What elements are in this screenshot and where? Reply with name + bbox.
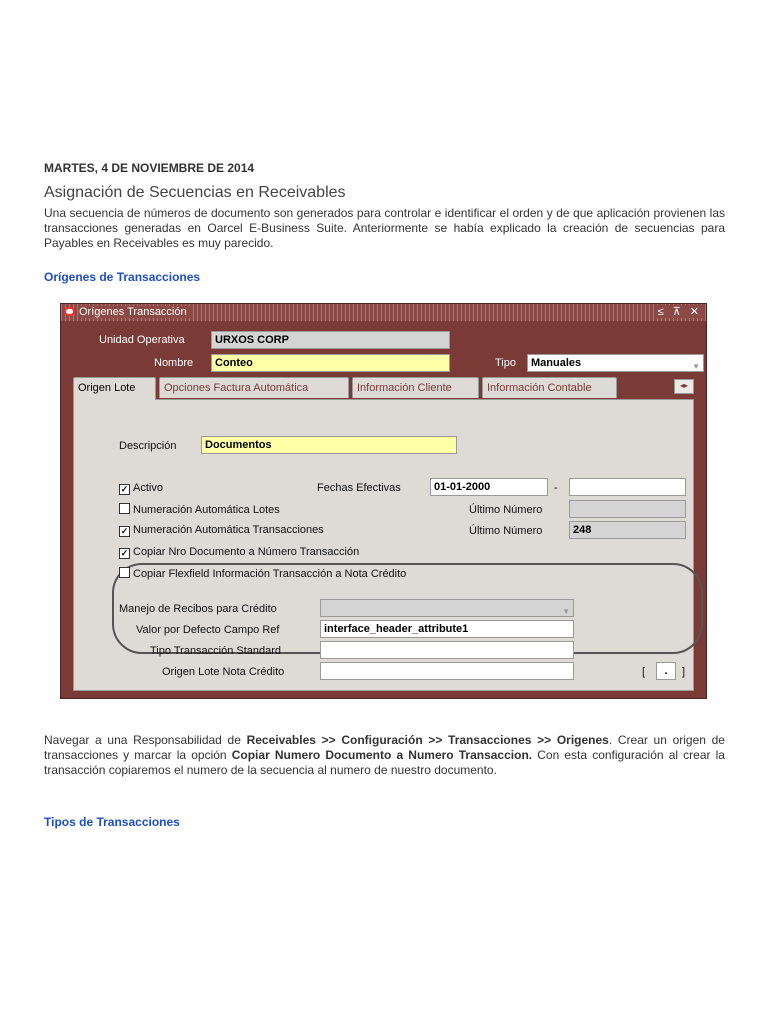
tipo-value: Manuales	[531, 357, 582, 369]
oracle-logo-icon	[64, 307, 75, 316]
fechas-efectivas-label: Fechas Efectivas	[317, 482, 401, 494]
activo-check-box[interactable]: ✓	[120, 484, 129, 494]
window-titlebar	[61, 304, 706, 321]
descripcion-label: Descripción	[119, 440, 177, 452]
num-auto-lotes-label: Numeración Automática Lotes	[133, 504, 280, 516]
para-bold-option: Copiar Numero Documento a Numero Transaccion.	[231, 748, 533, 762]
ultimo-numero-label-1: Último Número	[469, 504, 543, 516]
window-controls-icon[interactable]: ≤ ⊼ ✕	[655, 305, 702, 318]
activo-checkbox[interactable]	[119, 482, 163, 495]
ultimo-numero-label-2: Último Número	[469, 525, 543, 537]
copiar-flex-label: Copiar Flexfield Información Transacción a Nota Crédito	[133, 568, 407, 580]
fecha-separator: -	[554, 482, 558, 494]
tipo-select[interactable]	[527, 354, 704, 372]
valor-defecto-field[interactable]: interface_header_attribute1	[320, 620, 574, 638]
section-heading-origenes: Orígenes de Transacciones	[44, 270, 201, 284]
unidad-operativa-label: Unidad Operativa	[99, 334, 185, 346]
post-title: Asignación de Secuencias en Receivables	[44, 184, 346, 201]
tab-opciones-factura[interactable]: Opciones Factura Automática	[159, 377, 349, 398]
fecha-desde-field[interactable]: 01-01-2000	[430, 478, 548, 496]
descriptive-flexfield-box[interactable]: .	[656, 662, 676, 680]
fecha-hasta-field[interactable]	[569, 478, 686, 496]
tipo-label: Tipo	[495, 357, 516, 369]
section-heading-tipos: Tipos de Transacciones	[44, 815, 180, 829]
activo-label: Activo	[133, 482, 163, 494]
ultimo-numero-field-2[interactable]: 248	[569, 521, 686, 539]
nombre-field[interactable]: Conteo	[211, 354, 450, 372]
chevron-down-icon: ▼	[562, 607, 570, 616]
valor-defecto-label: Valor por Defecto Campo Ref	[136, 624, 280, 636]
num-auto-lotes-checkbox[interactable]	[119, 503, 280, 516]
copiar-nro-checkbox[interactable]	[119, 546, 359, 559]
para-text-1: Navegar a una Responsabilidad de	[44, 733, 247, 747]
tab-informacion-cliente[interactable]: Información Cliente	[352, 377, 479, 398]
origen-lote-nc-field[interactable]	[320, 662, 574, 680]
copiar-nro-check-box[interactable]: ✓	[120, 548, 129, 558]
copiar-flex-check-box[interactable]	[119, 567, 130, 578]
copiar-flex-checkbox[interactable]	[119, 567, 406, 580]
tab-panel-origen-lote	[73, 399, 694, 691]
tipo-trx-standard-field[interactable]	[320, 641, 574, 659]
tab-scroll-arrows-icon[interactable]: ◂▸	[674, 379, 694, 394]
origen-lote-nc-label: Origen Lote Nota Crédito	[162, 666, 285, 678]
para-text-2: . Crear un origen de transacciones y marcar la opción	[44, 733, 725, 762]
unidad-operativa-field[interactable]: URXOS CORP	[211, 331, 450, 349]
num-auto-trx-label: Numeración Automática Transacciones	[133, 524, 324, 536]
tab-informacion-contable[interactable]: Información Contable	[482, 377, 617, 398]
bracket-open: [	[642, 666, 646, 678]
oracle-form-window	[60, 303, 707, 699]
para-text-3: Con esta configuración al crear la transacción copiaremos el numero de la secuencia al numero de nuestro documento.	[44, 748, 725, 777]
num-auto-trx-checkbox[interactable]	[119, 524, 324, 537]
tab-origen-lote[interactable]: Origen Lote	[73, 377, 156, 400]
window-title: Orígenes Transacción	[79, 306, 191, 318]
chevron-down-icon: ▼	[692, 362, 700, 371]
bracket-close: ]	[682, 666, 686, 678]
manejo-recibos-select[interactable]	[320, 599, 574, 617]
copiar-nro-label: Copiar Nro Documento a Número Transacción	[133, 546, 360, 558]
navigation-paragraph	[44, 733, 725, 778]
num-auto-trx-check-box[interactable]: ✓	[120, 526, 129, 536]
manejo-recibos-label: Manejo de Recibos para Crédito	[119, 603, 277, 615]
tipo-trx-standard-label: Tipo Transacción Standard	[150, 645, 282, 657]
descripcion-field[interactable]: Documentos	[201, 436, 457, 454]
ultimo-numero-field-1[interactable]	[569, 500, 686, 518]
num-auto-lotes-check-box[interactable]	[119, 503, 130, 514]
intro-paragraph: Una secuencia de números de documento son generados para controlar e identificar el orden y de que aplicación provienen las transacciones generadas en Oarcel E-Business Suite. Anteriormente se había explicado la creación de secuencias para Payables en Receivables es muy parecido.	[44, 206, 725, 250]
nombre-label: Nombre	[154, 357, 194, 369]
post-date: MARTES, 4 DE NOVIEMBRE DE 2014	[44, 161, 255, 175]
para-bold-path: Receivables >> Configuración >> Transacciones >> Origenes	[246, 733, 609, 747]
